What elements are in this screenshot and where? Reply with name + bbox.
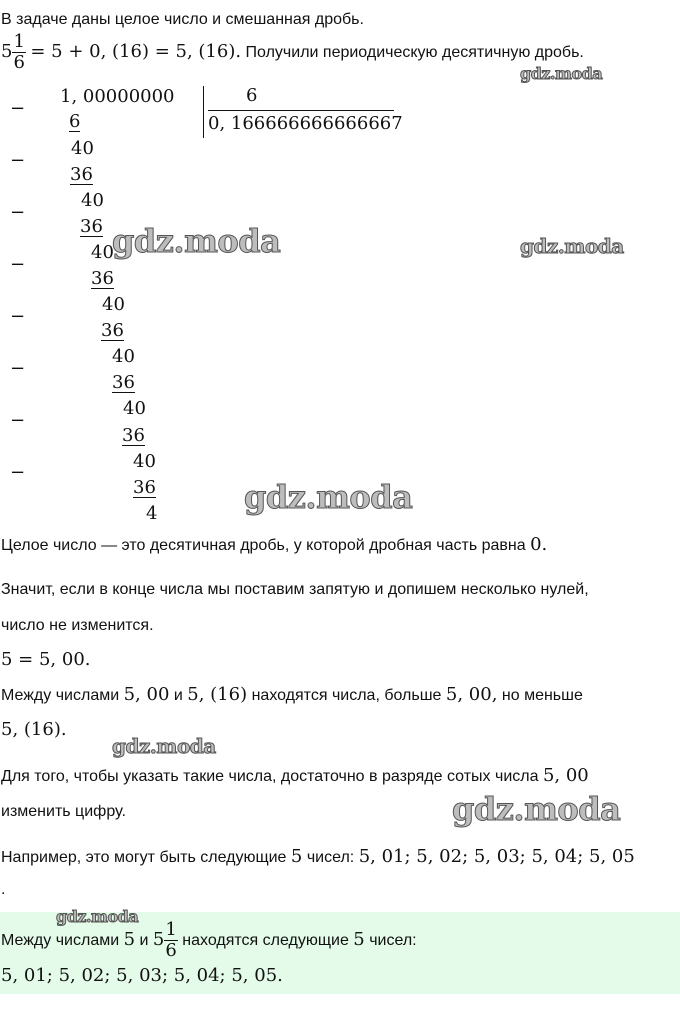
watermark-logo: gdz.moda (112, 222, 281, 260)
math-value: 5 (353, 929, 365, 950)
watermark-logo: gdz.moda (56, 907, 139, 926)
math-value: 5, 01; 5, 02; 5, 03; 5, 04; 5, 05 (358, 846, 635, 867)
paragraph-text: Между числами (1, 687, 120, 704)
subtrahend: 36 (91, 268, 114, 289)
watermark-logo: gdz.moda (244, 478, 413, 516)
minus-sign: − (10, 462, 26, 483)
paragraph-text: находятся числа, больше (251, 687, 442, 704)
math-value: 5, (16). (1, 719, 67, 740)
remainder: 40 (112, 346, 135, 367)
paragraph-text: но меньше (501, 687, 583, 704)
math-value: 5, 00 (123, 684, 170, 705)
math-value: 5 (123, 929, 136, 950)
watermark-logo: gdz.moda (520, 234, 624, 258)
math-zero: 0. (530, 534, 548, 555)
paragraph-zeros-cont: число не изменится. (1, 617, 154, 634)
subtrahend: 36 (80, 216, 103, 237)
mixed-fraction (12, 32, 25, 73)
math-value: 5 (290, 846, 303, 867)
math-value: 5, (16) (187, 684, 248, 705)
paragraph-example (1, 847, 635, 868)
paragraph-text: и (173, 687, 183, 704)
remainder: 40 (133, 451, 156, 472)
math-value: 5, 00 (542, 765, 589, 786)
paragraph-text: Например, это могут быть следующие (1, 849, 287, 866)
mixed-whole: 5 (152, 929, 165, 950)
paragraph-hundredths (1, 766, 589, 787)
paragraph-text: находятся следующие (182, 932, 349, 949)
paragraph-text: Целое число — это десятичная дробь, у которой дробная часть равна (1, 537, 526, 554)
remainder: 40 (71, 138, 94, 159)
remainder: 4 (146, 503, 158, 524)
minus-sign: − (10, 306, 26, 327)
remainder: 40 (81, 190, 104, 211)
subtrahend: 36 (70, 164, 93, 185)
division-horizontal-line (208, 110, 394, 111)
minus-sign: − (10, 202, 26, 223)
equality-expression: = 5 + 0, (16) = 5, (16). (30, 41, 242, 62)
subtrahend: 36 (112, 372, 135, 393)
subtrahend: 36 (133, 477, 156, 498)
mixed-fraction (164, 920, 177, 961)
periodic-result-text: Получили периодическую десятичную дробь. (245, 44, 584, 61)
paragraph-example-end: . (1, 881, 6, 898)
dividend: 1, 00000000 (60, 86, 175, 107)
minus-sign: − (10, 254, 26, 275)
minus-sign: − (10, 358, 26, 379)
math-list: 5, 01; 5, 02; 5, 03; 5, 04; 5, 05. (1, 965, 283, 986)
remainder: 40 (123, 398, 146, 419)
paragraph-text: Между числами (1, 932, 120, 949)
remainder: 40 (102, 294, 125, 315)
answer-list (1, 966, 283, 987)
mixed-number-line (1, 30, 584, 75)
minus-sign: − (10, 150, 26, 171)
paragraph-integer-def (1, 535, 547, 556)
math-value: 5, 00, (445, 684, 498, 705)
subtrahend: 36 (122, 425, 145, 446)
paragraph-text: и (139, 932, 149, 949)
watermark-logo: gdz.moda (112, 734, 216, 758)
fraction-denominator: 6 (165, 940, 177, 962)
divisor: 6 (246, 85, 258, 106)
equation-five (1, 650, 91, 671)
intro-text: В задаче даны целое число и смешанная дробь. (1, 11, 364, 28)
paragraph-between (1, 685, 583, 706)
quotient: 0, 166666666666667 (208, 113, 403, 134)
subtrahend: 36 (101, 320, 124, 341)
paragraph-between-cont (1, 720, 67, 741)
watermark-logo: gdz.moda (520, 64, 603, 83)
subtrahend: 6 (69, 111, 81, 132)
paragraph-text: Для того, чтобы указать такие числа, достаточно в разряде сотых числа (1, 768, 539, 785)
fraction-numerator: 1 (165, 919, 177, 941)
paragraph-text: чисел: (306, 849, 355, 866)
remainder: 40 (91, 242, 114, 263)
fraction-denominator: 6 (13, 52, 25, 74)
fraction-numerator: 1 (13, 31, 25, 53)
paragraph-text: чисел: (369, 932, 417, 949)
minus-sign: − (10, 410, 26, 431)
watermark-logo: gdz.moda (452, 790, 621, 828)
paragraph-zeros: Значит, если в конце числа мы поставим запятую и допишем несколько нулей, (1, 581, 589, 598)
mixed-whole: 5 (1, 41, 13, 62)
equation-text: 5 = 5, 00. (1, 649, 91, 670)
division-vertical-line (203, 86, 204, 138)
minus-sign: − (10, 98, 26, 119)
paragraph-hundredths-cont: изменить цифру. (1, 803, 126, 820)
